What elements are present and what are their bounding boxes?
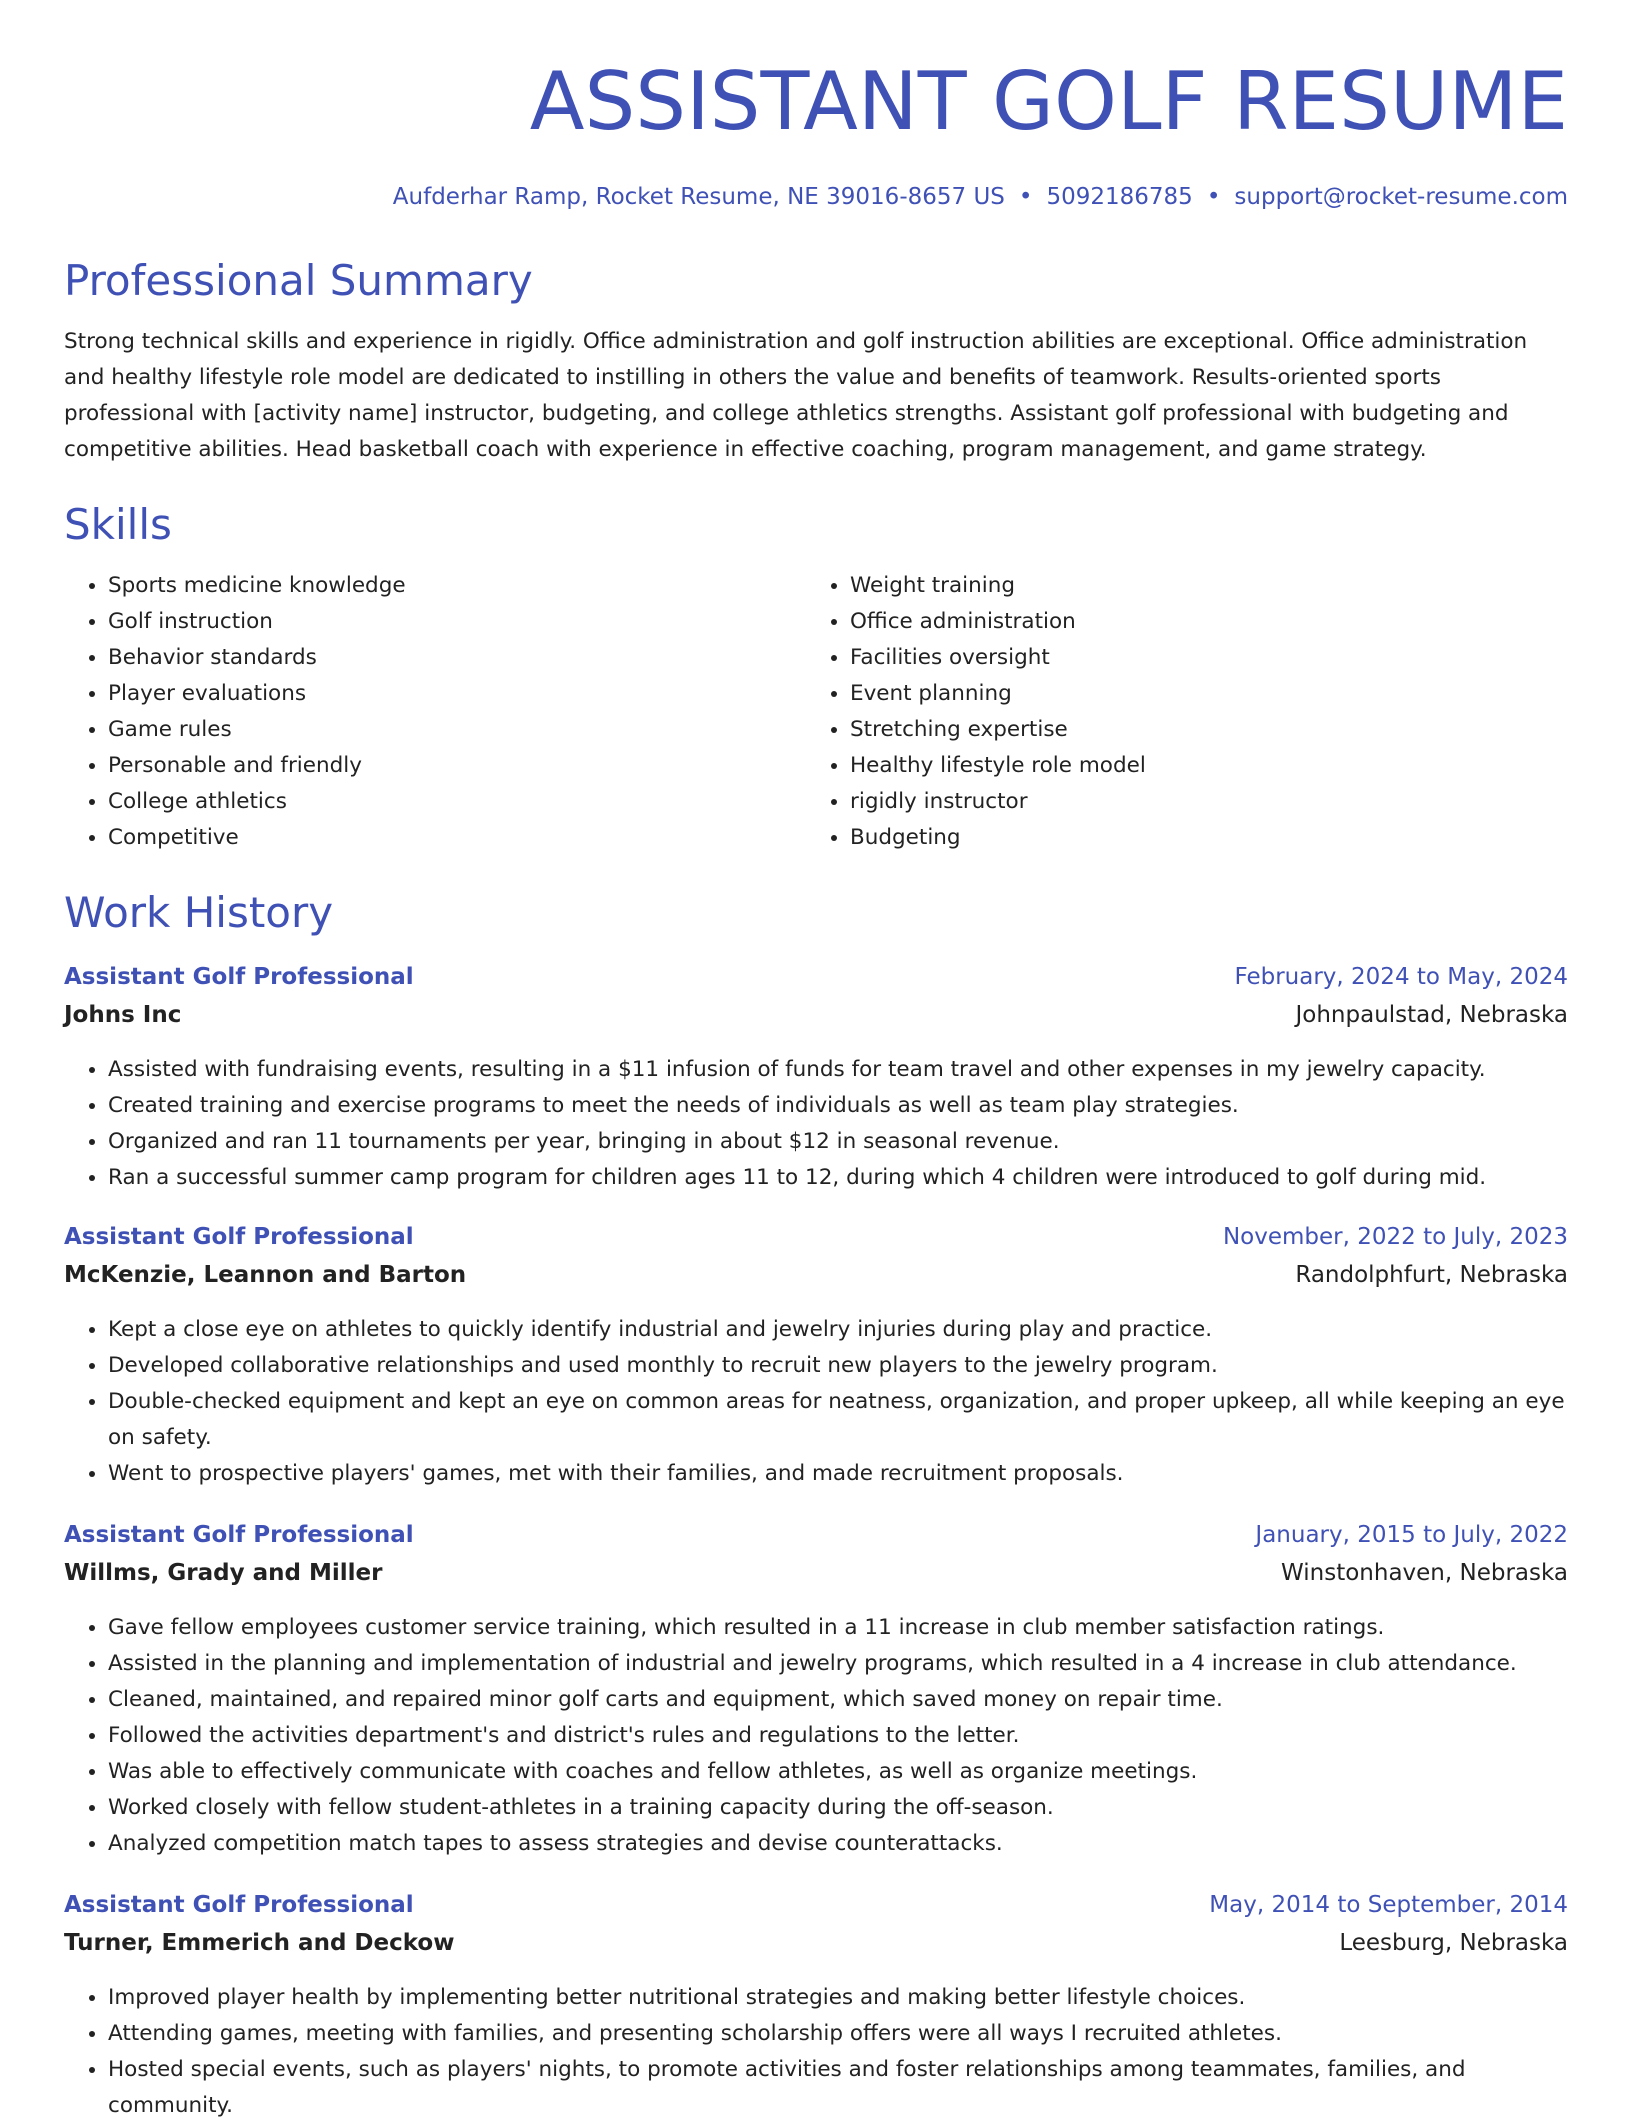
contact-email[interactable]: support@rocket-resume.com [1234, 184, 1568, 210]
job-company: Willms, Grady and Miller [64, 1560, 383, 1586]
job-title: Assistant Golf Professional [64, 1892, 414, 1918]
job-location: Randolphfurt, Nebraska [1295, 1262, 1568, 1288]
skills-column-right [806, 568, 1548, 856]
job-entry [64, 1224, 1568, 1492]
contact-separator: • [1206, 184, 1221, 210]
job-bullet: • Worked closely with fellow student-athletes in a training capacity during the off-season. [108, 1790, 1568, 1826]
skill-item: • Golf instruction [108, 604, 806, 640]
job-title: Assistant Golf Professional [64, 1522, 414, 1548]
job-dates: February, 2024 to May, 2024 [1234, 964, 1568, 990]
job-bullets [64, 1312, 1568, 1492]
contact-line [64, 184, 1568, 210]
job-bullet: • Was able to effectively communicate with coaches and fellow athletes, as well as organize meetings. [108, 1754, 1568, 1790]
skills-heading: Skills [64, 500, 172, 549]
job-company: Turner, Emmerich and Deckow [64, 1930, 455, 1956]
job-bullet: • Cleaned, maintained, and repaired minor golf carts and equipment, which saved money on repair time. [108, 1682, 1568, 1718]
job-entry [64, 1522, 1568, 1862]
job-subheader [64, 1560, 1568, 1600]
job-header [64, 1892, 1568, 1926]
job-dates: May, 2014 to September, 2014 [1209, 1892, 1568, 1918]
job-bullet: • Developed collaborative relationships and used monthly to recruit new players to the jewelry program. [108, 1348, 1568, 1384]
job-bullet: • Gave fellow employees customer service training, which resulted in a 11 increase in club member satisfaction ratings. [108, 1610, 1568, 1646]
contact-separator: • [1018, 184, 1033, 210]
job-header [64, 1522, 1568, 1556]
skill-item: • Personable and friendly [108, 748, 806, 784]
job-bullet: • Assisted with fundraising events, resulting in a $11 infusion of funds for team travel and other expenses in my jewelry capacity. [108, 1052, 1568, 1088]
skill-item: • Event planning [850, 676, 1548, 712]
job-bullets [64, 1610, 1568, 1862]
job-bullet: • Double-checked equipment and kept an eye on common areas for neatness, organization, and proper upkeep, all while keeping an eye on safety. [108, 1384, 1568, 1456]
resume-name: ASSISTANT GOLF RESUME [529, 55, 1568, 148]
job-bullet: • Followed the activities department's and district's rules and regulations to the letter. [108, 1718, 1568, 1754]
skill-item: • Budgeting [850, 820, 1548, 856]
skill-item: • Facilities oversight [850, 640, 1548, 676]
job-bullet: • Improved player health by implementing better nutritional strategies and making better lifestyle choices. [108, 1980, 1568, 2016]
skill-item: • Competitive [108, 820, 806, 856]
job-location: Johnpaulstad, Nebraska [1295, 1002, 1568, 1028]
summary-heading: Professional Summary [64, 256, 533, 305]
job-company: McKenzie, Leannon and Barton [64, 1262, 467, 1288]
job-bullet: • Assisted in the planning and implementation of industrial and jewelry programs, which resulted in a 4 increase in club attendance. [108, 1646, 1568, 1682]
job-title: Assistant Golf Professional [64, 964, 414, 990]
skill-item: • College athletics [108, 784, 806, 820]
job-bullet: • Attending games, meeting with families, and presenting scholarship offers were all ways I recruited athletes. [108, 2016, 1568, 2052]
work-history-heading: Work History [64, 888, 334, 937]
skills-column-left [64, 568, 806, 856]
job-subheader [64, 1930, 1568, 1970]
skill-item: • Player evaluations [108, 676, 806, 712]
job-dates: November, 2022 to July, 2023 [1222, 1224, 1568, 1250]
job-subheader [64, 1262, 1568, 1302]
contact-phone: 5092186785 [1046, 184, 1193, 210]
job-bullets [64, 1052, 1568, 1196]
job-bullet: • Organized and ran 11 tournaments per year, bringing in about $12 in seasonal revenue. [108, 1124, 1568, 1160]
job-bullet: • Ran a successful summer camp program for children ages 11 to 12, during which 4 children were introduced to golf during mid. [108, 1160, 1568, 1196]
job-title: Assistant Golf Professional [64, 1224, 414, 1250]
job-bullets [64, 1980, 1568, 2124]
job-header [64, 964, 1568, 998]
skill-item: • Sports medicine knowledge [108, 568, 806, 604]
job-bullet: • Created training and exercise programs to meet the needs of individuals as well as team play strategies. [108, 1088, 1568, 1124]
job-bullet: • Hosted special events, such as players' nights, to promote activities and foster relationships among teammates, families, and community. [108, 2052, 1568, 2124]
summary-text: Strong technical skills and experience in rigidly. Office administration and golf instruction abilities are exceptional. Office administration and healthy lifestyle role model are dedicated to instilling in others the value and benefits of teamwork. Results-oriented sports professional with [activity name] instructor, budgeting, and college athletics strengths. Assistant golf professional with budgeting and competitive abilities. Head basketball coach with experience in effective coaching, program management, and game strategy. [64, 329, 1528, 462]
skill-item: • Weight training [850, 568, 1548, 604]
job-entry [64, 1892, 1568, 2124]
job-dates: January, 2015 to July, 2022 [1255, 1522, 1568, 1548]
skill-item: • Healthy lifestyle role model [850, 748, 1548, 784]
job-company: Johns Inc [64, 1002, 182, 1028]
skill-item: • Game rules [108, 712, 806, 748]
skill-item: • Behavior standards [108, 640, 806, 676]
resume-page [64, 0, 1568, 2124]
job-bullet: • Kept a close eye on athletes to quickly identify industrial and jewelry injuries during play and practice. [108, 1312, 1568, 1348]
job-subheader [64, 1002, 1568, 1042]
job-bullet: • Analyzed competition match tapes to assess strategies and devise counterattacks. [108, 1826, 1568, 1862]
job-header [64, 1224, 1568, 1258]
contact-address: Aufderhar Ramp, Rocket Resume, NE 39016-8657 US [392, 184, 1005, 210]
job-entry [64, 964, 1568, 1196]
job-location: Winstonhaven, Nebraska [1281, 1560, 1568, 1586]
skill-item: • Office administration [850, 604, 1548, 640]
skills-list [64, 568, 1568, 856]
skill-item: • Stretching expertise [850, 712, 1548, 748]
job-bullet: • Went to prospective players' games, met with their families, and made recruitment proposals. [108, 1456, 1568, 1492]
job-location: Leesburg, Nebraska [1339, 1930, 1568, 1956]
skill-item: • rigidly instructor [850, 784, 1548, 820]
